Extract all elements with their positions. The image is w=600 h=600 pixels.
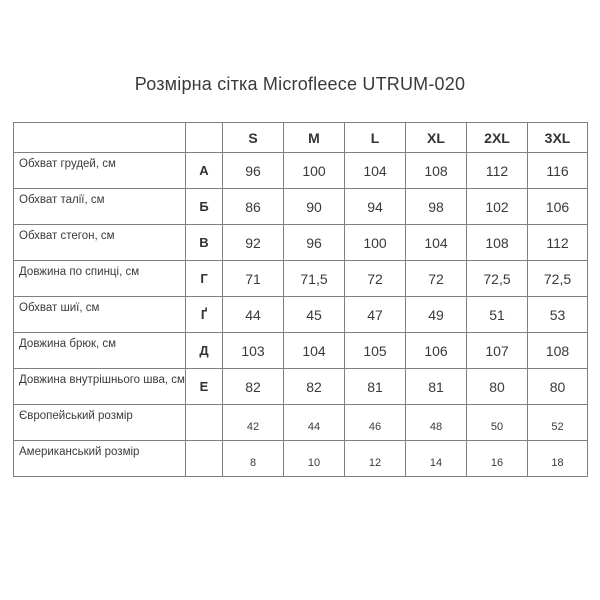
size-value-cell: 50: [467, 405, 528, 441]
size-value-cell: 107: [467, 333, 528, 369]
size-value-cell: 42: [223, 405, 284, 441]
size-value-cell: 81: [406, 369, 467, 405]
size-value-cell: 72,5: [467, 261, 528, 297]
size-value-cell: 53: [528, 297, 588, 333]
size-value-cell: 112: [528, 225, 588, 261]
size-column-header-xl: XL: [406, 123, 467, 153]
measurement-label: Обхват грудей, см: [14, 153, 186, 189]
measurement-label: Обхват шиї, см: [14, 297, 186, 333]
measurement-letter: А: [186, 153, 223, 189]
size-value-cell: 82: [284, 369, 345, 405]
size-value-cell: 94: [345, 189, 406, 225]
measurement-letter: [186, 405, 223, 441]
size-value-cell: 112: [467, 153, 528, 189]
measurement-letter: [186, 441, 223, 477]
size-value-cell: 71: [223, 261, 284, 297]
row-waist-girth: [14, 189, 588, 225]
size-value-cell: 96: [284, 225, 345, 261]
size-value-cell: 108: [467, 225, 528, 261]
row-eu-size: [14, 405, 588, 441]
size-value-cell: 92: [223, 225, 284, 261]
measurement-label: Обхват талії, см: [14, 189, 186, 225]
size-value-cell: 16: [467, 441, 528, 477]
measurement-label: Обхват стегон, см: [14, 225, 186, 261]
row-back-length: [14, 261, 588, 297]
size-value-cell: 45: [284, 297, 345, 333]
measurement-label: Європейський розмір: [14, 405, 186, 441]
size-value-cell: 49: [406, 297, 467, 333]
row-inseam-length: [14, 369, 588, 405]
size-value-cell: 116: [528, 153, 588, 189]
page-title: Розмірна сітка Microfleece UTRUM-020: [134, 74, 466, 94]
row-trouser-length: [14, 333, 588, 369]
size-value-cell: 86: [223, 189, 284, 225]
size-value-cell: 98: [406, 189, 467, 225]
header-empty-letter-cell: [186, 123, 223, 153]
size-value-cell: 44: [284, 405, 345, 441]
size-value-cell: 105: [345, 333, 406, 369]
size-value-cell: 10: [284, 441, 345, 477]
size-value-cell: 48: [406, 405, 467, 441]
size-column-header-2xl: 2XL: [467, 123, 528, 153]
header-empty-label-cell: [14, 123, 186, 153]
size-value-cell: 81: [345, 369, 406, 405]
size-value-cell: 18: [528, 441, 588, 477]
row-hip-girth: [14, 225, 588, 261]
measurement-letter: Д: [186, 333, 223, 369]
size-value-cell: 108: [406, 153, 467, 189]
measurement-label: Американський розмір: [14, 441, 186, 477]
size-value-cell: 47: [345, 297, 406, 333]
size-value-cell: 71,5: [284, 261, 345, 297]
size-value-cell: 90: [284, 189, 345, 225]
size-value-cell: 80: [528, 369, 588, 405]
size-value-cell: 82: [223, 369, 284, 405]
size-value-cell: 72: [345, 261, 406, 297]
size-value-cell: 51: [467, 297, 528, 333]
size-value-cell: 108: [528, 333, 588, 369]
measurement-letter: Е: [186, 369, 223, 405]
size-value-cell: 106: [406, 333, 467, 369]
measurement-label: Довжина по спинці, см: [14, 261, 186, 297]
header-row: [14, 123, 588, 153]
size-value-cell: 52: [528, 405, 588, 441]
measurement-letter: Ґ: [186, 297, 223, 333]
size-value-cell: 44: [223, 297, 284, 333]
row-chest-girth: [14, 153, 588, 189]
size-value-cell: 96: [223, 153, 284, 189]
size-value-cell: 103: [223, 333, 284, 369]
size-value-cell: 104: [406, 225, 467, 261]
size-value-cell: 12: [345, 441, 406, 477]
size-value-cell: 72: [406, 261, 467, 297]
size-value-cell: 46: [345, 405, 406, 441]
measurement-letter: В: [186, 225, 223, 261]
size-column-header-3xl: 3XL: [528, 123, 588, 153]
size-value-cell: 72,5: [528, 261, 588, 297]
size-value-cell: 104: [345, 153, 406, 189]
size-value-cell: 8: [223, 441, 284, 477]
size-value-cell: 100: [284, 153, 345, 189]
size-value-cell: 102: [467, 189, 528, 225]
measurement-letter: Г: [186, 261, 223, 297]
size-value-cell: 14: [406, 441, 467, 477]
size-value-cell: 106: [528, 189, 588, 225]
row-neck-girth: [14, 297, 588, 333]
size-value-cell: 104: [284, 333, 345, 369]
size-column-header-m: M: [284, 123, 345, 153]
measurement-label: Довжина брюк, см: [14, 333, 186, 369]
size-value-cell: 80: [467, 369, 528, 405]
row-us-size: [14, 441, 588, 477]
measurement-label: Довжина внутрішнього шва, см: [14, 369, 186, 405]
measurement-letter: Б: [186, 189, 223, 225]
size-column-header-l: L: [345, 123, 406, 153]
size-value-cell: 100: [345, 225, 406, 261]
size-table: [13, 122, 588, 477]
size-column-header-s: S: [223, 123, 284, 153]
